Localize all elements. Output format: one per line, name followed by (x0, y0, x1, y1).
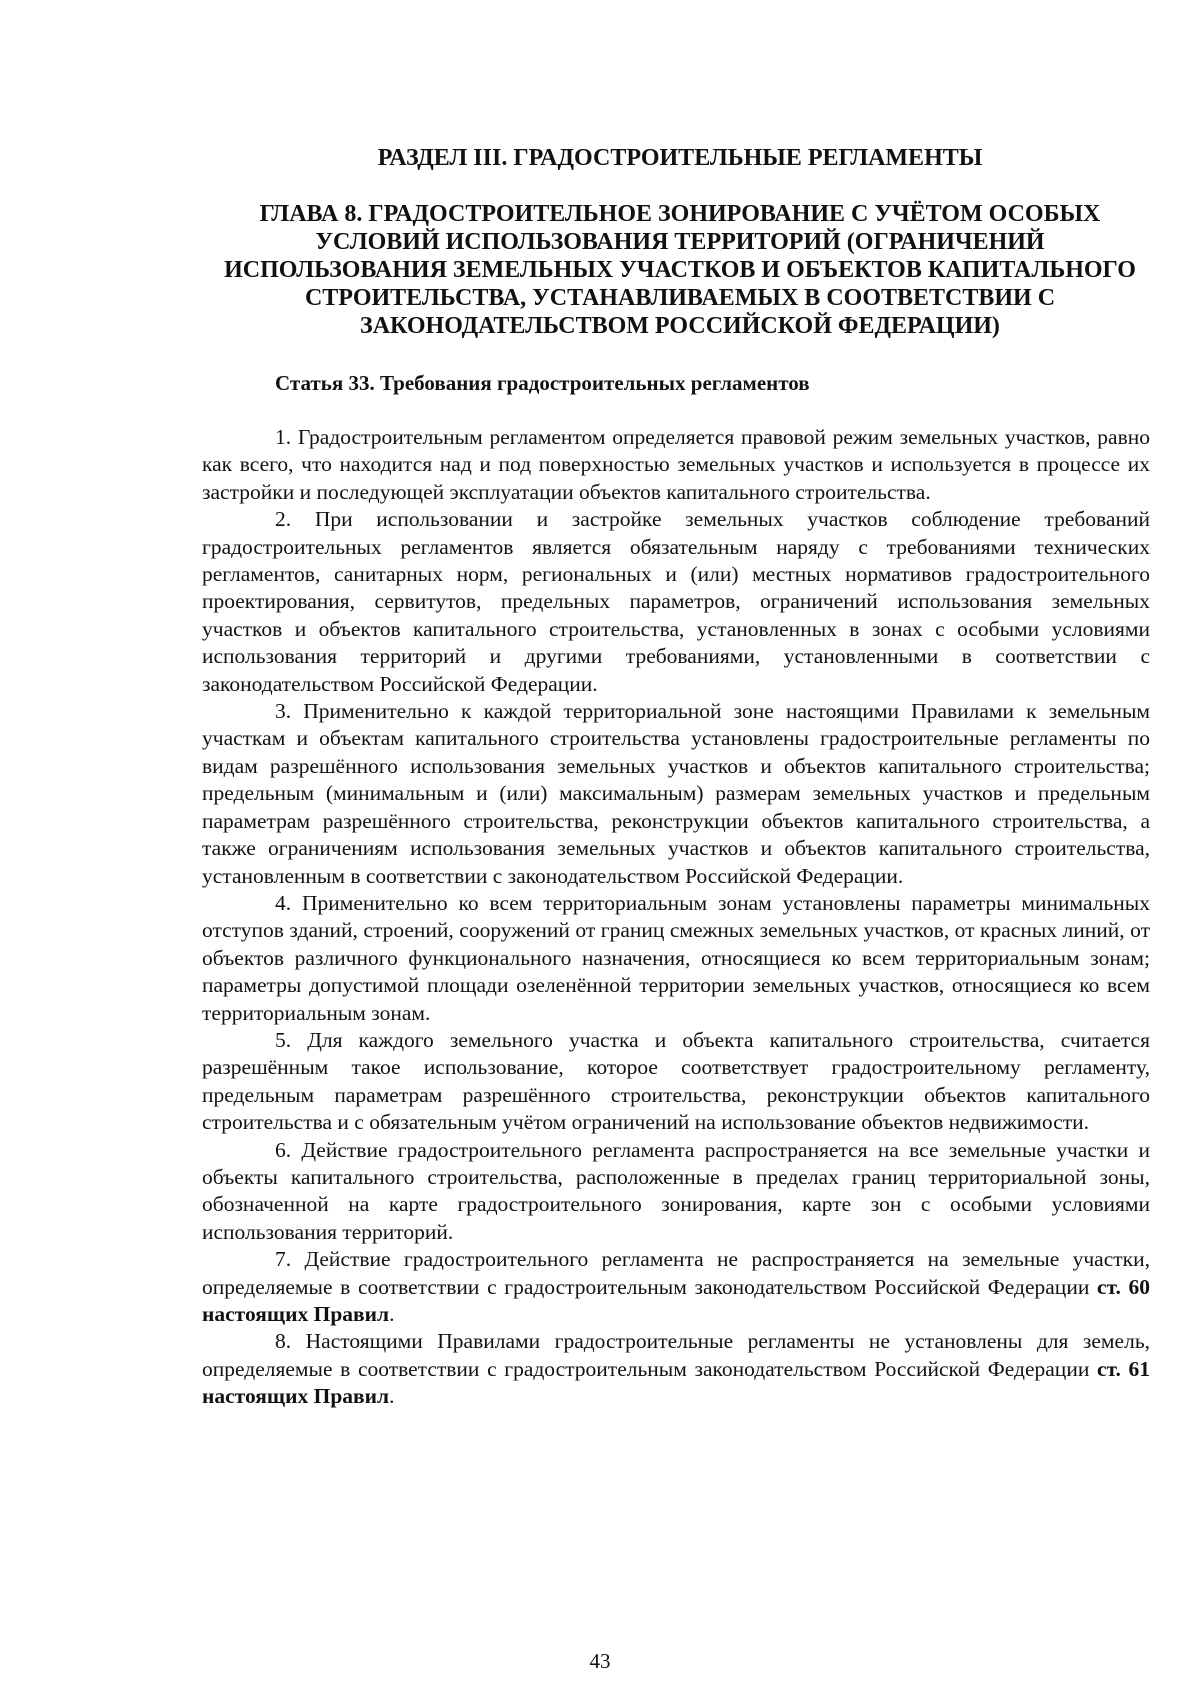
article-title: Статья 33. Требования градостроительных регламентов (275, 371, 810, 395)
chapter-title-line: УСЛОВИЙ ИСПОЛЬЗОВАНИЯ ТЕРРИТОРИЙ (ОГРАНИЧЕНИЙ (315, 229, 1045, 255)
paragraph-text: 6. Действие градостроительного регламента распространяется на все земельные участки и объекты капитального строительства, расположенные в пределах границ территориальной зоны, обозначенной на карте градостроительного зонирования, карте зон с особыми условиями использования территорий. (202, 1137, 1150, 1244)
paragraph-text: 7. Действие градостроительного регламента не распространяется на земельные участки, определяемые в соответствии с градостроительным законодательством Российской Федерации (202, 1247, 1150, 1299)
paragraph-tail: . (389, 1384, 395, 1409)
paragraph-8 (202, 1328, 1150, 1410)
article-body (202, 424, 1150, 1411)
chapter-title-line: ЗАКОНОДАТЕЛЬСТВОМ РОССИЙСКОЙ ФЕДЕРАЦИИ) (360, 313, 1000, 339)
paragraph-2 (202, 506, 1150, 698)
paragraph-text: 5. Для каждого земельного участка и объекта капитального строительства, считается разрешённым такое использование, которое соответствует градостроительному регламенту, предельным параметрам разрешённого строительства, реконструкции объектов капитального строительства и с обязательным учётом ограничений на использование объектов недвижимости. (202, 1027, 1150, 1135)
paragraph-text: 1. Градостроительным регламентом определяется правовой режим земельных участков, равно как всего, что находится над и под поверхностью земельных участков и используется в процессе их застройки и последующей эксплуатации объектов капитального строительства. (202, 425, 1150, 504)
chapter-title-line: ГЛАВА 8. ГРАДОСТРОИТЕЛЬНОЕ ЗОНИРОВАНИЕ С УЧЁТОМ ОСОБЫХ (259, 201, 1101, 227)
paragraph-1 (202, 424, 1150, 506)
paragraph-text: 8. Настоящими Правилами градостроительные регламенты не установлены для земель, определяемые в соответствии с градостроительным законодательством Российской Федерации (202, 1329, 1150, 1381)
paragraph-tail: . (389, 1302, 395, 1326)
chapter-title-line: ИСПОЛЬЗОВАНИЯ ЗЕМЕЛЬНЫХ УЧАСТКОВ И ОБЪЕКТОВ КАПИТАЛЬНОГО (224, 257, 1136, 283)
paragraph-5 (202, 1027, 1150, 1137)
paragraph-3 (202, 698, 1150, 890)
paragraph-text: 4. Применительно ко всем территориальным зонам установлены параметры минимальных отступов зданий, строений, сооружений от границ смежных земельных участков, от красных линий, от объектов различного функционального назначения, относящиеся ко всем территориальным зонам; параметры допустимой площади озеленённой территории земельных участков, относящиеся ко всем территориальным зонам. (202, 890, 1150, 1025)
chapter-title (195, 200, 1165, 340)
page-number: 43 (589, 1649, 611, 1673)
paragraph-7 (202, 1246, 1150, 1328)
article-reference: ст. 61 настоящих Правил (202, 1356, 1150, 1409)
paragraph-text: 3. Применительно к каждой территориальной зоне настоящими Правилами к земельным участкам и объектам капитального строительства установлены градостроительные регламенты по видам разрешённого использования земельных участков и объектов капитального строительства; предельным (минимальным и (или) максимальным) размерам земельных участков и предельным параметрам разрешённого строительства, реконструкции объектов капитального строительства, а также ограничениям использования земельных участков и объектов капитального строительства, установленным в соответствии с законодательством Российской Федерации. (202, 699, 1150, 888)
paragraph-6 (202, 1137, 1150, 1247)
section-title: РАЗДЕЛ III. ГРАДОСТРОИТЕЛЬНЫЕ РЕГЛАМЕНТЫ (377, 145, 983, 171)
paragraph-text: 2. При использовании и застройке земельных участков соблюдение требований градостроительных регламентов является обязательным наряду с требованиями технических регламентов, санитарных норм, региональных и (или) местных нормативов градостроительного проектирования, сервитутов, предельных параметров, ограничений использования земельных участков и объектов капитального строительства, установленных в зонах с особыми условиями использования территорий и другими требованиями, установленными в соответствии с законодательством Российской Федерации. (202, 507, 1150, 696)
chapter-title-line: СТРОИТЕЛЬСТВА, УСТАНАВЛИВАЕМЫХ В СООТВЕТСТВИИ С (304, 285, 1056, 311)
article-reference: ст. 60 настоящих Правил (202, 1274, 1150, 1326)
paragraph-4 (202, 890, 1150, 1027)
